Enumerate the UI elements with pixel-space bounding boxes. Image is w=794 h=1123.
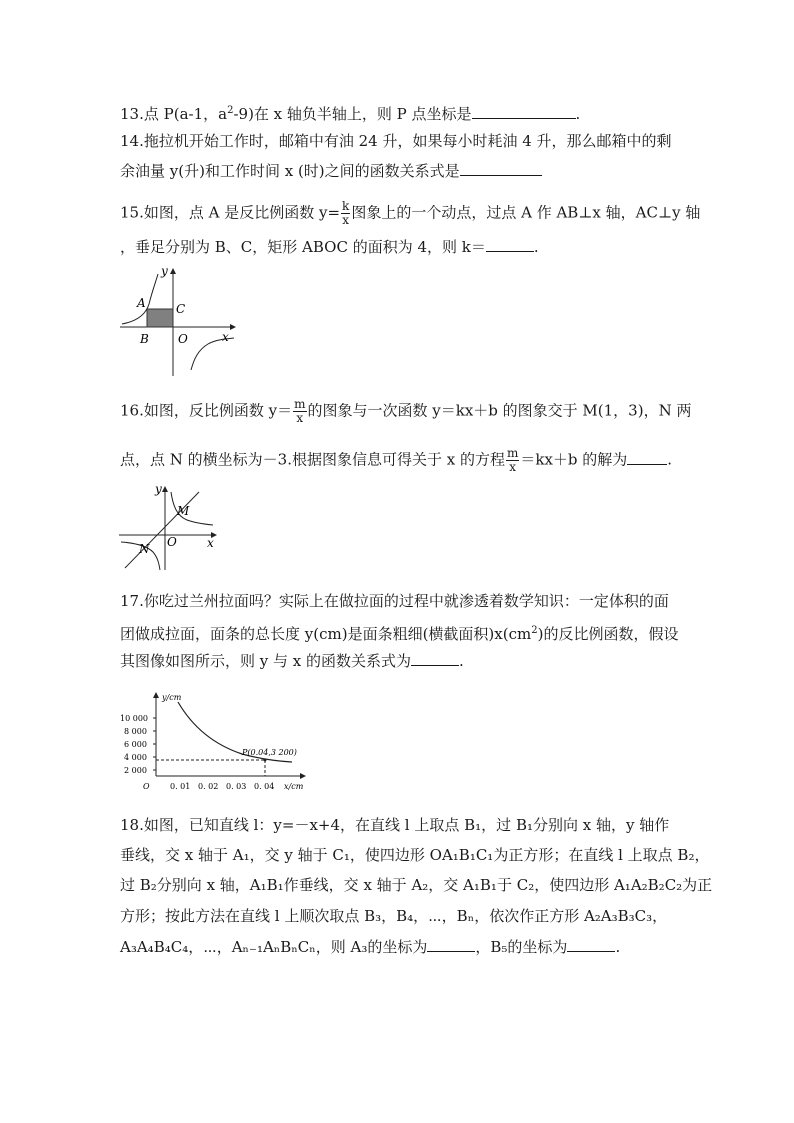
fig17-ytick-6000: 6 000 <box>124 740 147 749</box>
question-18-line5 <box>120 937 620 957</box>
q18-text-b: ，B₅的坐标为 <box>475 938 568 956</box>
question-15-line2 <box>120 237 539 257</box>
q15-fraction <box>341 200 350 227</box>
q15-answer-blank[interactable] <box>486 237 534 252</box>
fig17-xlabel: x/cm <box>284 782 304 791</box>
q17-end: . <box>459 652 464 670</box>
q18-end: . <box>615 938 621 956</box>
q15-denominator: x <box>342 213 350 227</box>
fig17-xtick-002: 0. 02 <box>198 782 219 791</box>
q17-text-a: 团做成拉面，面条的总长度 y(cm)是面条粗细(横截面积)x(cm <box>120 625 532 643</box>
q13-answer-blank[interactable] <box>472 104 576 119</box>
q16-text-a: 16.如图，反比例函数 y＝ <box>120 401 293 420</box>
figure-17 <box>112 688 312 796</box>
q16-text-b: 的图象与一次函数 y＝kx＋b 的图象交于 M(1，3)，N 两 <box>307 401 692 420</box>
fig15-label-c: C <box>176 302 186 316</box>
q17-sup: 2 <box>531 625 538 636</box>
question-17-line3 <box>120 651 464 671</box>
fig15-rectangle-aboc <box>147 309 173 327</box>
fig17-xtick-004: 0. 04 <box>254 782 275 791</box>
fig17-point-label: P(0.04,3 200) <box>242 748 297 757</box>
q13-sup: 2 <box>227 105 234 116</box>
fig15-x-arrow <box>230 324 236 330</box>
q15-end: . <box>533 238 539 256</box>
q16-text-d: ＝kx＋b 的解为 <box>520 450 628 469</box>
fig15-label-o: O <box>178 332 188 346</box>
fig15-label-b: B <box>140 332 149 346</box>
q16-numerator: m <box>294 397 306 411</box>
fig16-label-o: O <box>167 535 177 549</box>
q16-fraction-2 <box>506 447 519 474</box>
q15-text-a: 15.如图，点 A 是反比例函数 y= <box>120 203 341 222</box>
q18-answer-blank-a3[interactable] <box>427 937 475 952</box>
q17-text-b: )的反比例函数，假设 <box>537 625 679 643</box>
question-17-line1: 17.你吃过兰州拉面吗？实际上在做拉面的过程中就渗透着数学知识：一定体积的面 <box>120 592 669 610</box>
question-14-line1: 14.拖拉机开始工作时，邮箱中有油 24 升，如果每小时耗油 4 升，那么邮箱中的剩 <box>120 132 672 150</box>
question-15-line1 <box>120 200 700 227</box>
fig16-y-arrow <box>162 486 168 492</box>
fig17-point-p <box>264 759 267 762</box>
figure-15 <box>118 266 238 378</box>
fig15-label-a: A <box>137 296 146 310</box>
q13-end: . <box>575 105 581 123</box>
fig17-ytick-2000: 2 000 <box>124 766 147 775</box>
question-18-line3: 过 B₂分别向 x 轴，A₁B₁作垂线，交 x 轴于 A₂，交 A₁B₁于 C₂，使四边形 A₁A₂B₂C₂为正 <box>120 876 713 894</box>
q15-text-b: 图象上的一个动点，过点 A 作 AB⊥x 轴，AC⊥y 轴 <box>351 203 701 222</box>
fig17-xtick-001: 0. 01 <box>170 782 191 791</box>
fig16-label-n: N <box>139 542 150 556</box>
fig15-label-y: y <box>161 266 168 278</box>
fig17-ytick-4000: 4 000 <box>124 753 147 762</box>
q18-answer-blank-b5[interactable] <box>567 937 615 952</box>
fig17-ytick-8000: 8 000 <box>124 727 147 736</box>
fig17-xtick-003: 0. 03 <box>226 782 247 791</box>
q17-answer-blank[interactable] <box>411 651 459 666</box>
q14-answer-blank[interactable] <box>460 161 542 176</box>
question-18-line4: 方形；按此方法在直线 l 上顺次取点 B₃，B₄，⋯，Bₙ，依次作正方形 A₂A₃B₃C₃， <box>120 907 668 925</box>
q13-text-a: 13.点 P(a-1，a <box>120 105 228 123</box>
q18-text-a: A₃A₄B₄C₄，⋯，Aₙ₋₁AₙBₙCₙ，则 A₃的坐标为 <box>120 938 428 956</box>
fig16-label-y: y <box>155 482 162 496</box>
q13-text-b: -9)在 x 轴负半轴上，则 P 点坐标是 <box>233 105 472 123</box>
question-13 <box>120 101 580 124</box>
q15-numerator: k <box>342 199 350 213</box>
figure-16 <box>117 480 221 572</box>
fig16-label-m: M <box>177 504 190 518</box>
fig15-y-arrow <box>170 268 176 274</box>
q15-text-c: ，垂足分别为 B、C，矩形 ABOC 的面积为 4，则 k＝ <box>120 238 486 256</box>
q16-fraction <box>293 398 306 425</box>
q16-text-c: 点，点 N 的横坐标为－3.根据图象信息可得关于 x 的方程 <box>120 450 505 469</box>
q16-denominator-2: x <box>509 460 517 474</box>
question-14-line2 <box>120 161 542 181</box>
q16-end: . <box>667 450 673 469</box>
q16-answer-blank[interactable] <box>627 450 667 465</box>
question-18-line2: 垂线，交 x 轴于 A₁，交 y 轴于 C₁，使四边形 OA₁B₁C₁为正方形；在直线 l 上取点 B₂， <box>120 846 710 864</box>
fig16-label-x: x <box>207 536 214 550</box>
fig17-ylabel: y/cm <box>162 693 182 702</box>
fig15-label-x: x <box>222 330 229 344</box>
fig17-ytick-10000: 10 000 <box>120 714 148 723</box>
question-16-line1 <box>120 398 691 425</box>
fig17-origin: O <box>143 782 150 791</box>
q16-denominator: x <box>296 411 304 425</box>
q14-text: 余油量 y(升)和工作时间 x (时)之间的函数关系式是 <box>120 162 460 180</box>
question-17-line2 <box>120 621 678 644</box>
fig17-y-arrow <box>153 692 159 698</box>
fig17-x-arrow <box>300 773 306 779</box>
q17-text-c: 其图像如图所示，则 y 与 x 的函数关系式为 <box>120 652 412 670</box>
question-18-line1: 18.如图，已知直线 l：y=－x+4，在直线 l 上取点 B₁，过 B₁分别向 x 轴，y 轴作 <box>120 816 670 834</box>
q16-numerator-2: m <box>506 446 519 460</box>
question-16-line2 <box>120 447 672 474</box>
